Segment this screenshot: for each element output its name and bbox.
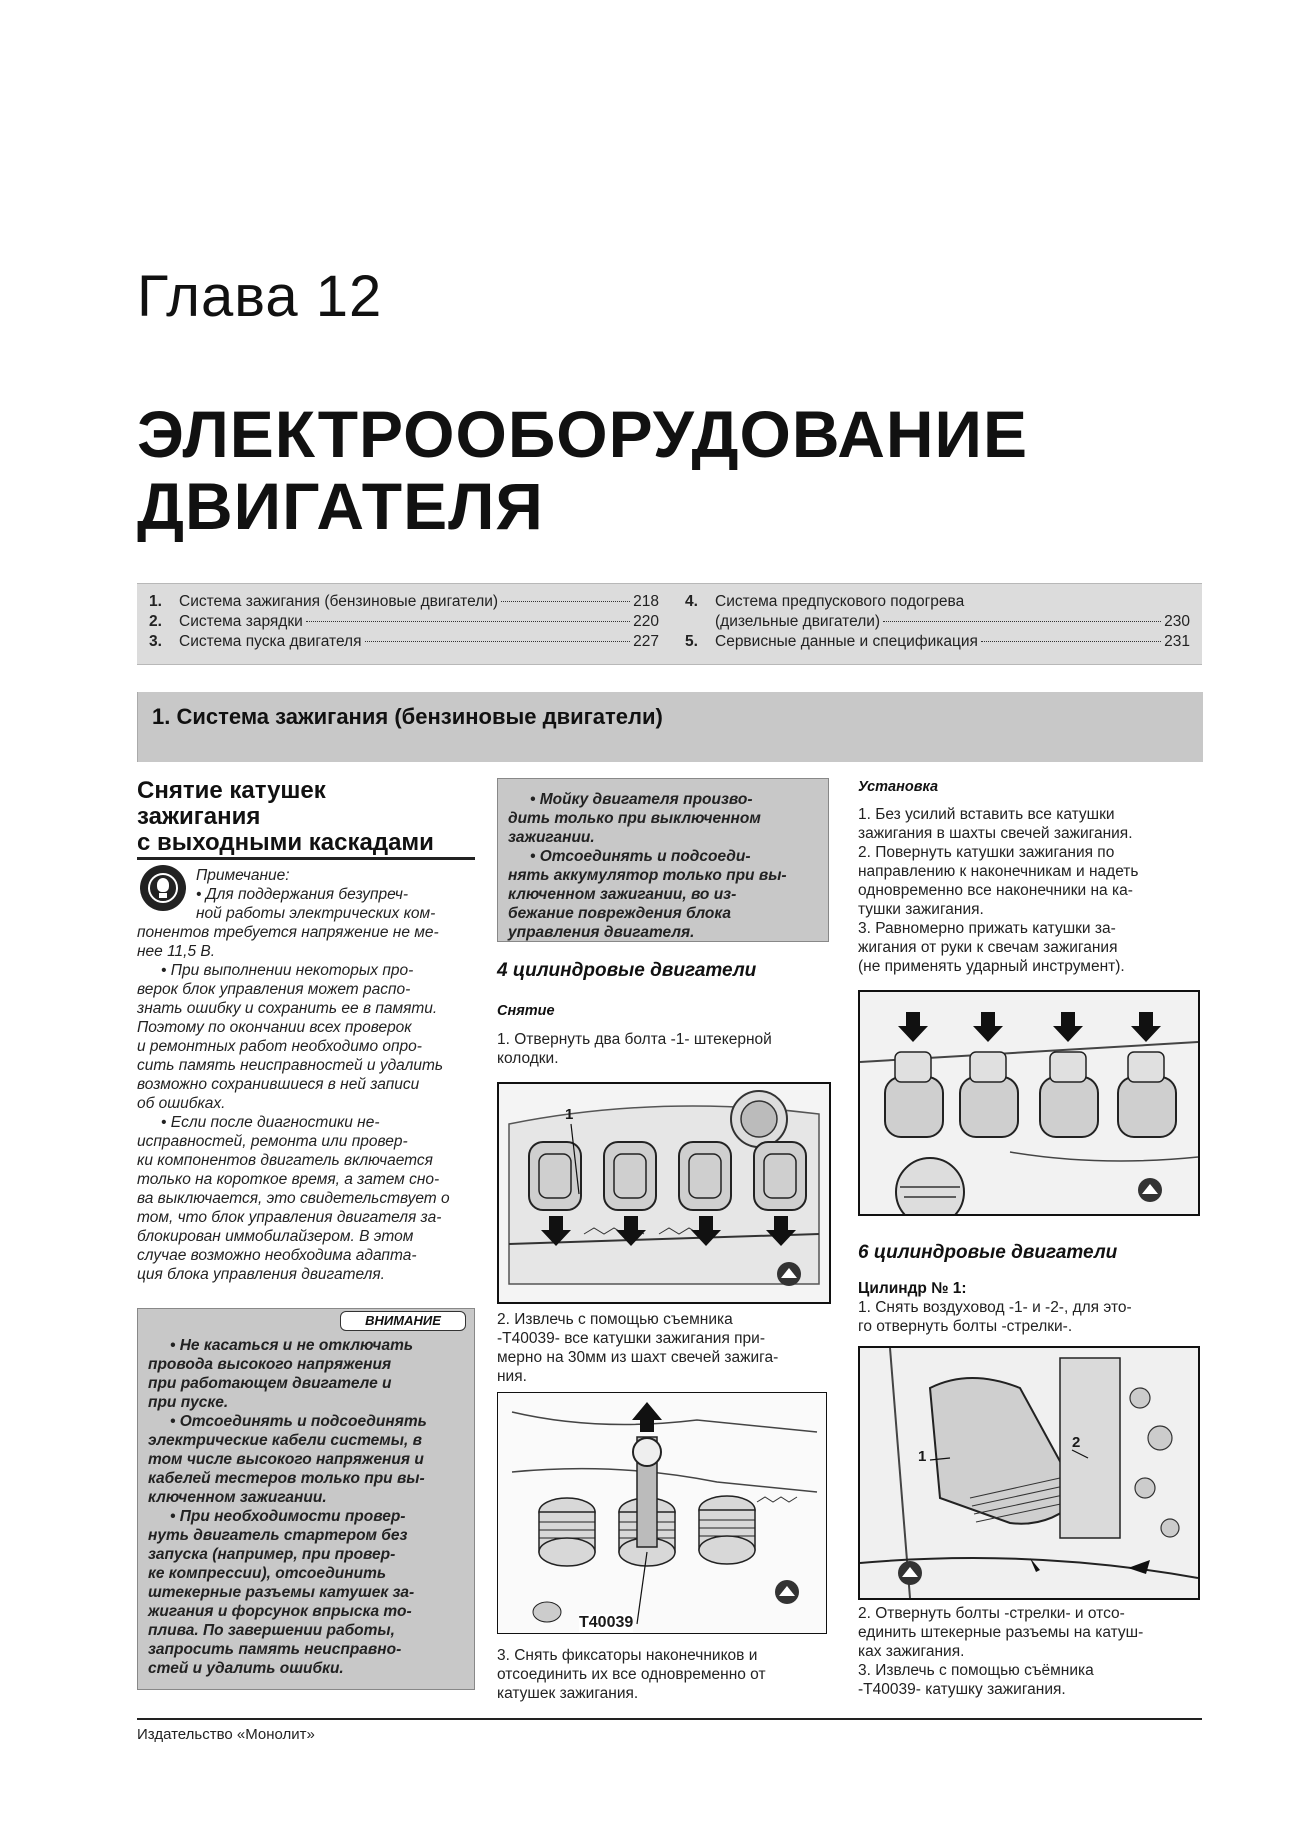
toc-entry[interactable] <box>685 632 1190 652</box>
note-line: том, что блок управления двигателя за- <box>137 1209 442 1226</box>
toc-title: (дизельные двигатели) <box>715 613 881 630</box>
toc-leader <box>501 601 630 602</box>
install-line: (не применять ударный инструмент). <box>858 958 1125 975</box>
caution-line: управления двигателя. <box>508 924 695 941</box>
note-line: ция блока управления двигателя. <box>137 1266 385 1283</box>
note-line: возможно сохранившиеся в ней записи <box>137 1076 420 1093</box>
install-line: одновременно все наконечники на ка- <box>858 882 1133 899</box>
warning-label: ВНИМАНИЕ <box>340 1311 466 1331</box>
coils-install-illustration <box>860 992 1198 1214</box>
figure-air-duct <box>858 1346 1200 1600</box>
toc-page: 220 <box>633 613 659 630</box>
cylinder-steps <box>858 1604 1198 1699</box>
toc-number: 1. <box>149 593 162 610</box>
subheading-4cyl: 4 цилиндровые двигатели <box>497 960 757 981</box>
note-line: верок блок управления может распо- <box>137 981 411 998</box>
note-line: Поэтому по окончании всех проверок <box>137 1019 412 1036</box>
step-line: ках зажигания. <box>858 1643 965 1660</box>
left-heading-line: с выходными каскадами <box>137 829 434 856</box>
toc-left-column <box>149 592 659 652</box>
install-line: 2. Повернуть катушки зажигания по <box>858 844 1115 861</box>
install-line: 1. Без усилий вставить все катушки <box>858 806 1115 823</box>
removal-label: Снятие <box>497 1003 555 1019</box>
warning-line: электрические кабели системы, в <box>148 1432 422 1449</box>
note-line: нее 11,5 В. <box>137 943 216 960</box>
footer-divider <box>137 1718 1202 1720</box>
figure-coils-install <box>858 990 1200 1216</box>
note-line: случае возможно необходима адапта- <box>137 1247 417 1264</box>
toc-page: 218 <box>633 593 659 610</box>
warning-line: жигания и форсунок впрыска то- <box>148 1603 412 1620</box>
step-line: 2. Отвернуть болты -стрелки- и отсо- <box>858 1605 1125 1622</box>
toc-page: 230 <box>1164 613 1190 630</box>
chapter-label: Глава 12 <box>137 264 383 329</box>
page-title <box>137 398 1028 542</box>
step-1 <box>497 1030 831 1068</box>
step-line: мерно на 30мм из шахт свечей зажига- <box>497 1349 779 1366</box>
step-line: ния. <box>497 1368 527 1385</box>
puller-illustration <box>497 1392 827 1634</box>
warning-line: том числе высокого напряжения и <box>148 1451 424 1468</box>
step-line: единить штекерные разъемы на катуш- <box>858 1624 1144 1641</box>
caution-line: • Отсоединять и подсоеди- <box>530 848 751 865</box>
toc-entry[interactable] <box>685 592 1190 612</box>
air-duct-illustration <box>860 1348 1198 1598</box>
caution-text <box>508 790 820 942</box>
step-line: 2. Извлечь с помощью съемника <box>497 1311 733 1328</box>
note-block-body <box>137 923 477 1284</box>
step-line: 1. Снять воздуховод -1- и -2-, для это- <box>858 1299 1132 1316</box>
warning-text <box>148 1336 464 1678</box>
note-line: ной работы электрических ком- <box>196 905 436 922</box>
caution-line: бежание повреждения блока <box>508 905 732 922</box>
install-steps <box>858 805 1198 976</box>
warning-line: стей и удалить ошибки. <box>148 1660 344 1677</box>
toc-number: 2. <box>149 613 162 630</box>
warning-line: при пуске. <box>148 1394 229 1411</box>
figure-coil-bolts <box>497 1082 831 1304</box>
warning-line: ке компрессии), отсоединить <box>148 1565 387 1582</box>
figure-callout: 1 <box>565 1106 574 1123</box>
cylinder-step-1 <box>858 1298 1198 1336</box>
left-heading <box>137 778 477 856</box>
toc-leader <box>365 641 631 642</box>
warning-line: • Отсоединять и подсоединять <box>170 1413 427 1430</box>
section-title: 1. Система зажигания (бензиновые двигатели) <box>152 704 663 729</box>
warning-line: провода высокого напряжения <box>148 1356 392 1373</box>
note-label: Примечание: <box>196 867 290 884</box>
warning-line: нуть двигатель стартером без <box>148 1527 408 1544</box>
note-line: об ошибках. <box>137 1095 226 1112</box>
warning-line: штекерные разъемы катушек за- <box>148 1584 415 1601</box>
toc-title: Система предпускового подогрева <box>715 593 965 610</box>
note-line: • Для поддержания безупреч- <box>196 886 409 903</box>
title-line-1: ЭЛЕКТРООБОРУДОВАНИЕ <box>137 397 1028 471</box>
toc-right-column <box>685 592 1190 652</box>
step-line: колодки. <box>497 1050 559 1067</box>
note-line: сить память неисправностей и удалить <box>137 1057 444 1074</box>
toc-leader <box>883 621 1161 622</box>
tool-callout: T40039 <box>579 1614 634 1631</box>
step-line: 3. Извлечь с помощью съёмника <box>858 1662 1094 1679</box>
install-line: тушки зажигания. <box>858 901 984 918</box>
title-line-2: ДВИГАТЕЛЯ <box>137 469 544 543</box>
table-of-contents <box>137 583 1202 665</box>
warning-line: ключенном зажигании. <box>148 1489 327 1506</box>
toc-leader <box>981 641 1161 642</box>
toc-title: Сервисные данные и спецификация <box>715 633 978 650</box>
caution-line: ключенном зажигании, во из- <box>508 886 737 903</box>
toc-number: 5. <box>685 633 698 650</box>
warning-line: • При необходимости провер- <box>170 1508 406 1525</box>
install-label: Установка <box>858 779 939 795</box>
note-line: знать ошибку и сохранить ее в памяти. <box>137 1000 438 1017</box>
figure-puller <box>497 1392 827 1634</box>
step-2 <box>497 1310 831 1386</box>
step-line: -T40039- катушку зажигания. <box>858 1681 1066 1698</box>
toc-entry[interactable] <box>685 612 1190 632</box>
left-heading-line: Снятие катушек <box>137 777 326 804</box>
caution-line: дить только при выключенном <box>508 810 761 827</box>
note-line: ки компонентов двигатель включается <box>137 1152 433 1169</box>
step-line: -T40039- все катушки зажигания при- <box>497 1330 765 1347</box>
figure-callout: 1 <box>918 1448 927 1465</box>
subheading-6cyl: 6 цилиндровые двигатели <box>858 1242 1118 1263</box>
toc-leader <box>306 621 630 622</box>
figure-callout: 2 <box>1072 1434 1081 1451</box>
toc-title: Система зарядки <box>179 613 303 630</box>
warning-line: при работающем двигателе и <box>148 1375 392 1392</box>
toc-entry[interactable] <box>149 632 659 652</box>
cylinder-label: Цилиндр № 1: <box>858 1280 967 1297</box>
caution-line: зажигании. <box>508 829 595 846</box>
note-line: понентов требуется напряжение не ме- <box>137 924 439 941</box>
install-line: 3. Равномерно прижать катушки за- <box>858 920 1116 937</box>
step-line: го отвернуть болты -стрелки-. <box>858 1318 1073 1335</box>
step-line: 1. Отвернуть два болта -1- штекерной <box>497 1031 772 1048</box>
install-line: зажигания в шахты свечей зажигания. <box>858 825 1133 842</box>
step-line: 3. Снять фиксаторы наконечников и <box>497 1647 758 1664</box>
step-line: отсоединить их все одновременно от <box>497 1666 766 1683</box>
lightbulb-icon <box>140 865 186 911</box>
warning-line: запросить память неисправно- <box>148 1641 402 1658</box>
note-line: и ремонтных работ необходимо опро- <box>137 1038 422 1055</box>
heading-underline <box>137 857 475 860</box>
note-line: только на короткое время, а затем сно- <box>137 1171 440 1188</box>
step-line: катушек зажигания. <box>497 1685 639 1702</box>
note-line: • При выполнении некоторых про- <box>161 962 414 979</box>
install-line: направлению к наконечникам и надеть <box>858 863 1139 880</box>
warning-line: кабелей тестеров только при вы- <box>148 1470 425 1487</box>
engine-illustration <box>499 1084 829 1302</box>
note-line: блокирован иммобилайзером. В этом <box>137 1228 414 1245</box>
warning-line: • Не касаться и не отключать <box>170 1337 414 1354</box>
toc-title: Система зажигания (бензиновые двигатели) <box>179 593 499 610</box>
toc-entry[interactable] <box>149 592 659 612</box>
install-line: жигания от руки к свечам зажигания <box>858 939 1118 956</box>
toc-number: 3. <box>149 633 162 650</box>
step-3 <box>497 1646 831 1703</box>
note-line: исправностей, ремонта или провер- <box>137 1133 408 1150</box>
caution-line: нять аккумулятор только при вы- <box>508 867 787 884</box>
toc-page: 227 <box>633 633 659 650</box>
left-heading-line: зажигания <box>137 803 261 830</box>
note-block-head <box>196 866 476 923</box>
publisher-footer: Издательство «Монолит» <box>137 1726 315 1743</box>
toc-number: 4. <box>685 593 698 610</box>
note-line: • Если после диагностики не- <box>161 1114 380 1131</box>
toc-title: Система пуска двигателя <box>179 633 362 650</box>
section-header <box>137 692 1203 762</box>
note-line: ва выключается, это свидетельствует о <box>137 1190 450 1207</box>
caution-line: • Мойку двигателя произво- <box>530 791 753 808</box>
toc-entry[interactable] <box>149 612 659 632</box>
warning-line: запуска (например, при провер- <box>148 1546 396 1563</box>
toc-page: 231 <box>1164 633 1190 650</box>
warning-line: плива. По завершении работы, <box>148 1622 395 1639</box>
